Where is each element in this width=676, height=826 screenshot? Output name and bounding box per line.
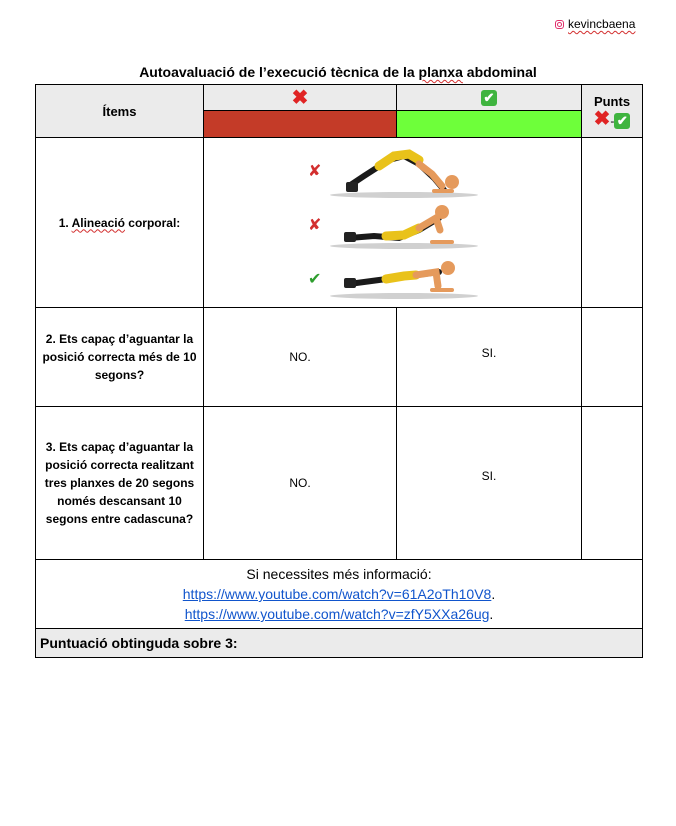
title-part: Autoavaluació de l’execució tècnica de la (139, 64, 419, 80)
more-info (36, 560, 643, 629)
cross-icon: ✖ (291, 86, 309, 109)
wrong-mark: ✘ (308, 161, 322, 180)
items-header: Ítems (36, 85, 204, 138)
handle-text: kevincbaena (568, 17, 636, 31)
right-mark: ✔ (308, 269, 322, 288)
wrong-mark: ✘ (308, 215, 322, 234)
cross-icon: ✖ (593, 107, 611, 130)
youtube-link-1[interactable]: https://www.youtube.com/watch?v=61A2oTh10V8 (182, 586, 492, 602)
wrong-header (204, 85, 397, 111)
item-3-points[interactable] (582, 407, 643, 560)
self-assessment-table (35, 84, 643, 658)
item-1-wavy: Alineació (71, 215, 125, 230)
plank-hips-low-image (308, 205, 478, 249)
points-label: Punts (593, 93, 631, 109)
alignment-illustrations (204, 138, 582, 308)
item-2-right: SI. (397, 308, 582, 407)
item-2-points[interactable] (582, 308, 643, 407)
item-2-label: 2. Ets capaç d’aguantar la posició correcta més de 10 segons? (36, 308, 204, 407)
item-1-label (36, 138, 204, 308)
author-handle (555, 17, 635, 31)
item-3-wrong: NO. (204, 407, 397, 560)
info-link-row-2 (36, 604, 642, 624)
right-header (397, 85, 582, 111)
points-symbols (582, 109, 642, 129)
plank-correct-image (308, 261, 478, 299)
link-suffix: . (491, 586, 496, 602)
item-3-label: 3. Ets capaç d’aguantar la posició correcta realitzant tres planxes de 20 segons només descansant 10 segons entre cadascuna? (36, 407, 204, 560)
link-suffix: . (489, 606, 494, 622)
item-1-suffix: corporal: (124, 215, 181, 230)
dash: - (610, 113, 615, 128)
instagram-icon (555, 20, 564, 29)
title-wavy-word: planxa (418, 64, 463, 80)
points-header (582, 85, 643, 138)
info-text: Si necessites més informació: (246, 566, 432, 582)
check-icon: ✔ (614, 113, 630, 129)
check-icon: ✔ (481, 90, 497, 106)
page-title (0, 64, 676, 80)
youtube-link-2[interactable]: https://www.youtube.com/watch?v=zfY5XXa26ug (184, 606, 490, 622)
plank-illustrations (204, 138, 582, 306)
info-link-row-1 (36, 584, 642, 604)
item-2-wrong: NO. (204, 308, 397, 407)
right-color-bar (397, 111, 582, 138)
title-part-end: abdominal (462, 64, 537, 80)
item-3-right: SI. (397, 407, 582, 560)
wrong-color-bar (204, 111, 397, 138)
item-1-prefix: 1. (58, 215, 72, 230)
item-1-points[interactable] (582, 138, 643, 308)
total-score-label: Puntuació obtinguda sobre 3: (36, 629, 643, 658)
plank-hips-high-image (308, 154, 478, 198)
